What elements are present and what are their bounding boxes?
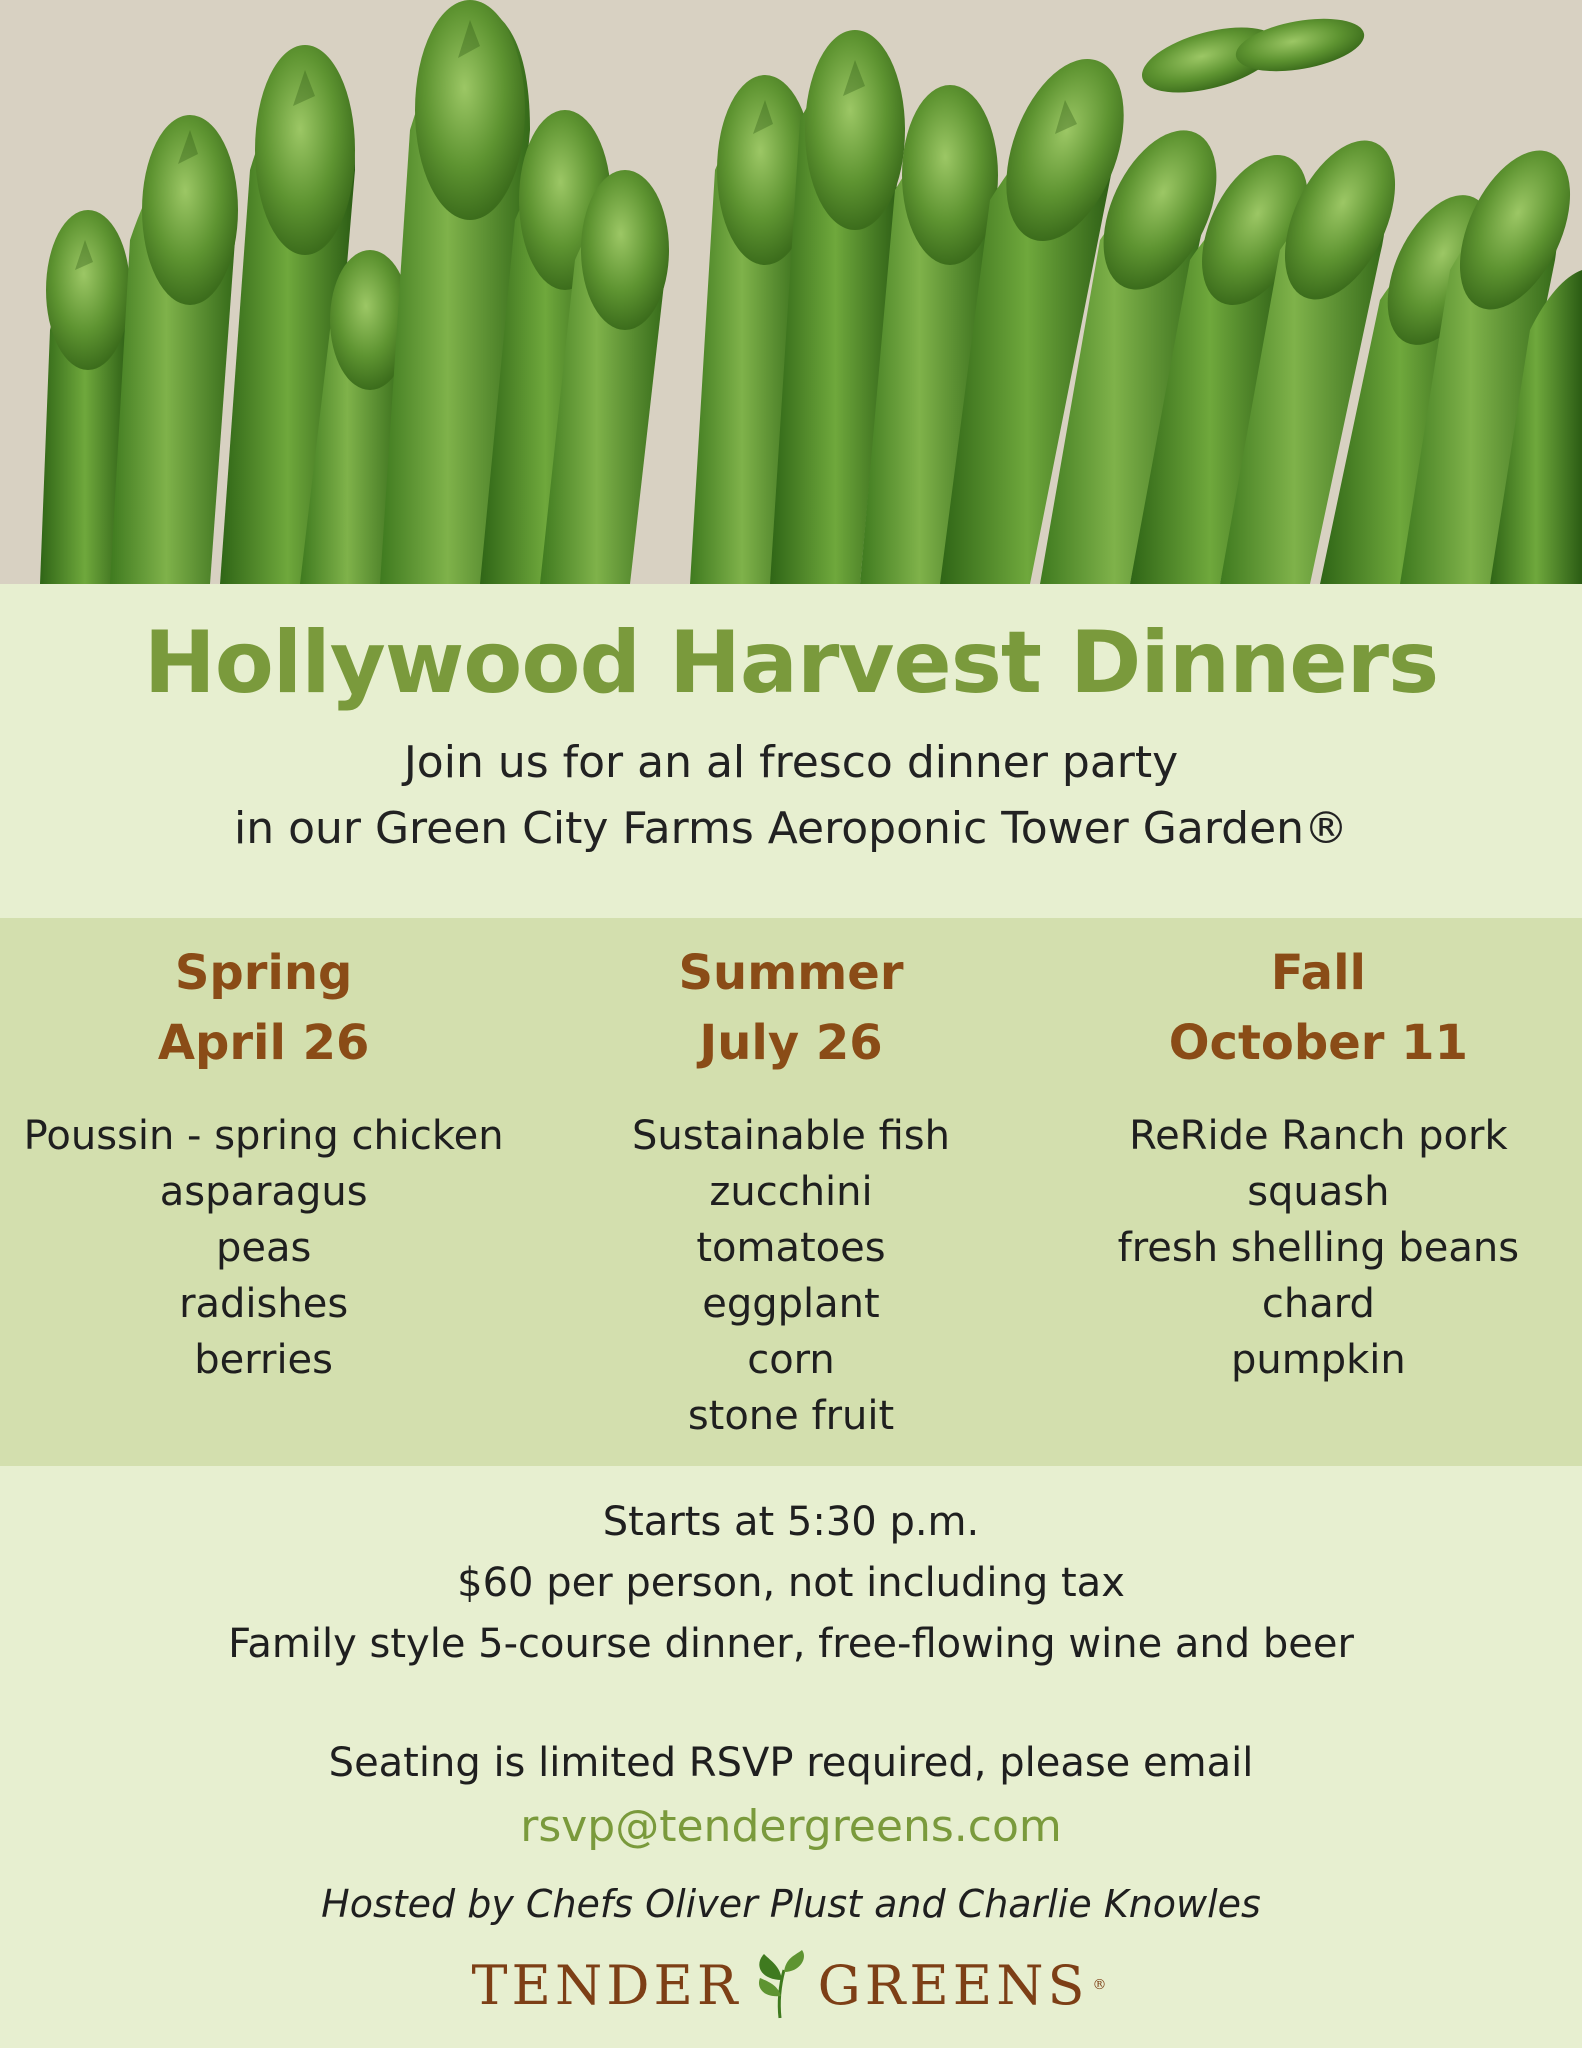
price: $60 per person, not including tax (457, 1560, 1125, 1606)
season-menu (0, 1108, 527, 1388)
season-summer (527, 918, 1054, 1466)
season-date: April 26 (157, 1015, 370, 1071)
menu-item: zucchini (709, 1169, 873, 1215)
menu-item: squash (1247, 1169, 1390, 1215)
menu-item: ReRide Ranch pork (1129, 1113, 1508, 1159)
leaf-icon (750, 1950, 810, 2020)
tender-greens-logo (472, 1950, 1111, 2020)
menu-item: eggplant (702, 1281, 880, 1327)
menu-item: berries (194, 1337, 333, 1383)
menu-item: tomatoes (696, 1225, 886, 1271)
subtitle-line-1: Join us for an al fresco dinner party (403, 737, 1179, 789)
menu-item: stone fruit (687, 1393, 895, 1439)
season-date: July 26 (699, 1015, 883, 1071)
subtitle (0, 730, 1582, 862)
event-details (0, 1492, 1582, 1675)
season-menu (1055, 1108, 1582, 1388)
menu-item: peas (215, 1225, 312, 1271)
page-title: Hollywood Harvest Dinners (143, 613, 1439, 713)
asparagus-illustration (0, 0, 1582, 584)
season-date: October 11 (1168, 1015, 1468, 1071)
registered-mark: ® (1092, 1977, 1111, 1993)
season-fall (1055, 918, 1582, 1466)
rsvp-email-link[interactable]: rsvp@tendergreens.com (520, 1801, 1062, 1852)
season-name: Spring (174, 945, 353, 1001)
season-name: Fall (1270, 945, 1366, 1001)
menu-item: fresh shelling beans (1117, 1225, 1520, 1271)
seasons-band (0, 918, 1582, 1466)
logo-word-tender: TENDER (471, 1953, 742, 2017)
menu-item: Poussin - spring chicken (23, 1113, 504, 1159)
menu-item: Sustainable fish (632, 1113, 950, 1159)
logo-word-greens: GREENS (817, 1953, 1089, 2017)
rsvp-text: Seating is limited RSVP required, please email (328, 1740, 1254, 1786)
season-name: Summer (678, 945, 904, 1001)
start-time: Starts at 5:30 p.m. (602, 1499, 980, 1545)
hero-asparagus-photo (0, 0, 1582, 584)
subtitle-line-2: in our Green City Farms Aeroponic Tower Garden® (233, 803, 1349, 855)
hosts-line: Hosted by Chefs Oliver Plust and Charlie Knowles (321, 1882, 1261, 1926)
season-spring (0, 918, 527, 1466)
menu-item: corn (747, 1337, 835, 1383)
season-menu (527, 1108, 1054, 1444)
menu-item: asparagus (159, 1169, 368, 1215)
event-info (0, 1466, 1582, 2048)
title-block (0, 584, 1582, 918)
menu-item: radishes (179, 1281, 349, 1327)
menu-item: pumpkin (1230, 1337, 1406, 1383)
menu-item: chard (1261, 1281, 1375, 1327)
dinner-format: Family style 5-course dinner, free-flowing wine and beer (228, 1621, 1354, 1667)
